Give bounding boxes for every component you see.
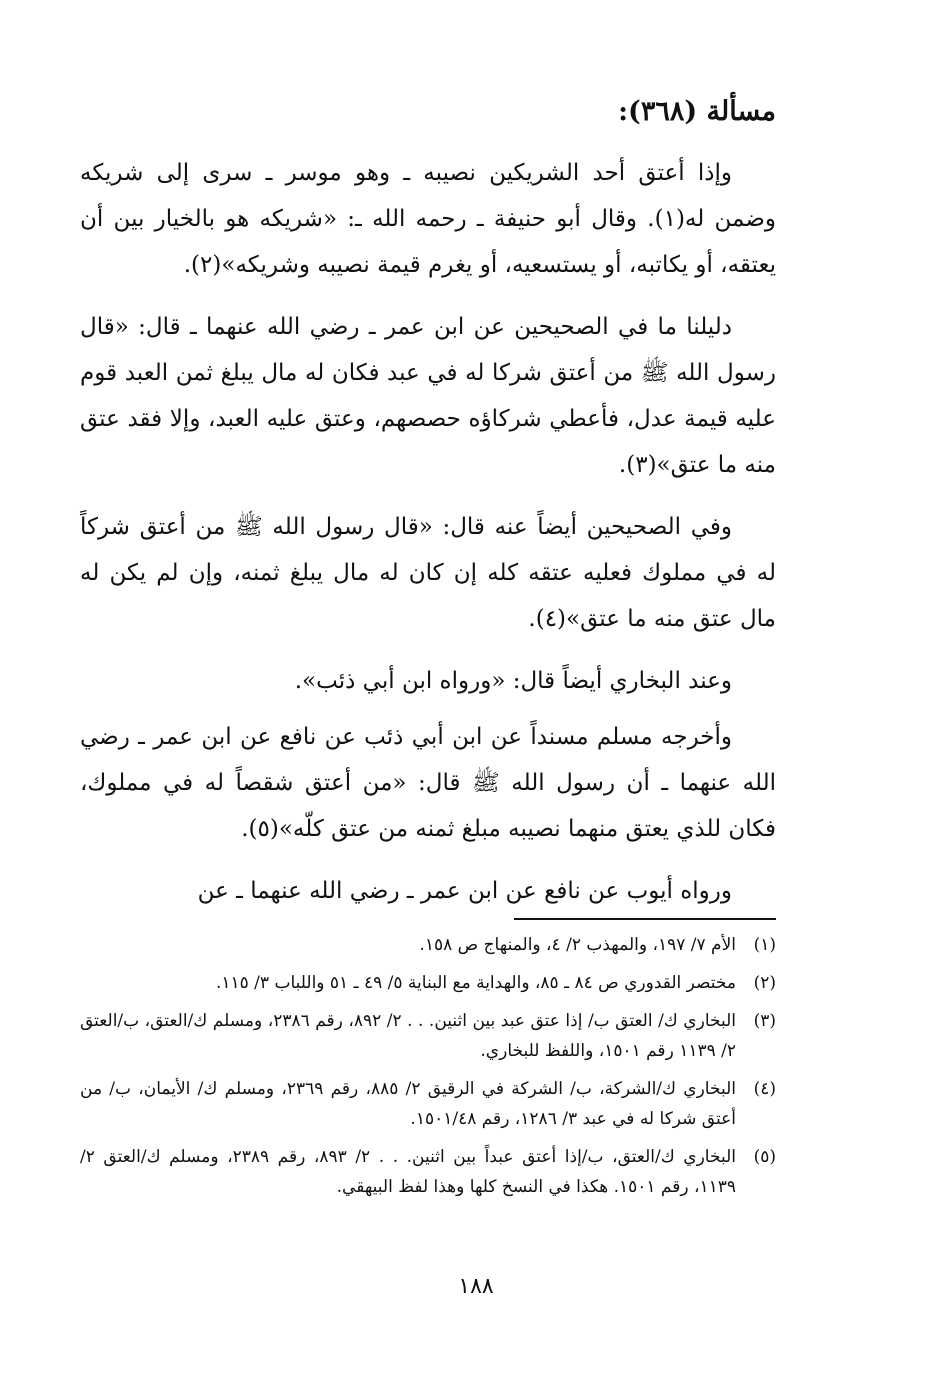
- paragraph-1: وإذا أعتق أحد الشريكين نصيبه ـ وهو موسر ـ سرى إلى شريكه وضمن له(١). وقال أبو حنيفة ـ رحمه الله ـ: «شريكه هو بالخيار بين أن يعتقه، أو يكاتبه، أو يستسعيه، أو يغرم قيمة نصيبه وشريكه»(٢).: [80, 160, 776, 278]
- paragraph-6: ورواه أيوب عن نافع عن ابن عمر ـ رضي الله عنهما ـ عن: [197, 878, 732, 904]
- main-text: [80, 150, 776, 930]
- issue-heading: مسألة (٣٦٨):: [618, 96, 776, 127]
- footnote: [80, 1074, 776, 1134]
- footnote: [80, 968, 776, 998]
- footnote-text: البخاري ك/العتق، ب/إذا أعتق عبداً بين اثنين. . . ٢/ ٨٩٣، رقم ٢٣٨٩، ومسلم ك/العتق ٢/ ١١٣٩، رقم ١٥٠١. هكذا في النسخ كلها وهذا لفظ البيهقي.: [80, 1147, 736, 1197]
- footnote-number: (٣): [753, 1011, 776, 1031]
- footnote-number: (٢): [753, 973, 776, 993]
- footnotes: [80, 930, 776, 1210]
- page-number: ١٨٨: [458, 1274, 494, 1299]
- paragraph-2: دليلنا ما في الصحيحين عن ابن عمر ـ رضي الله عنهما ـ قال: «قال رسول الله ﷺ من أعتق شركا له في عبد فكان له مال يبلغ ثمن العبد قوم عليه قيمة عدل، فأعطي شركاؤه حصصهم، وعتق عليه العبد، وإلا فقد عتق منه ما عتق»(٣).: [80, 314, 776, 478]
- footnote-number: (٥): [753, 1147, 776, 1167]
- paragraph-3: وفي الصحيحين أيضاً عنه قال: «قال رسول الله ﷺ من أعتق شركاً له في مملوك فعليه عتقه كله إن كان له مال يبلغ ثمنه، وإن لم يكن له مال عتق منه ما عتق»(٤).: [80, 514, 776, 632]
- footnote: [80, 930, 776, 960]
- footnote-text: مختصر القدوري ص ٨٤ ـ ٨٥، والهداية مع البناية ٥/ ٤٩ ـ ٥١ واللباب ٣/ ١١٥.: [215, 973, 736, 993]
- paragraph-4: وعند البخاري أيضاً قال: «ورواه ابن أبي ذئب».: [294, 668, 732, 694]
- footnote: [80, 1006, 776, 1066]
- footnote-text: الأم ٧/ ١٩٧، والمهذب ٢/ ٤، والمنهاج ص ١٥٨.: [419, 935, 736, 955]
- footnote-number: (١): [753, 935, 776, 955]
- footnote-text: البخاري ك/الشركة، ب/ الشركة في الرقيق ٢/ ٨٨٥، رقم ٢٣٦٩، ومسلم ك/ الأيمان، ب/ من أعتق شركا له في عبد ٣/ ١٢٨٦، رقم ١٥٠١/٤٨.: [80, 1079, 736, 1129]
- footnote: [80, 1142, 776, 1202]
- paragraph-5: وأخرجه مسلم مسنداً عن ابن أبي ذئب عن نافع عن ابن عمر ـ رضي الله عنهما ـ أن رسول الله ﷺ قال: «من أعتق شقصاً له في مملوك، فكان للذي يعتق منهما نصيبه مبلغ ثمنه من عتق كلّه»(٥).: [80, 724, 776, 842]
- footnote-number: (٤): [753, 1079, 776, 1099]
- footnote-text: البخاري ك/ العتق ب/ إذا عتق عبد بين اثنين. . . ٢/ ٨٩٢، رقم ٢٣٨٦، ومسلم ك/العتق، ب/العتق ٢/ ١١٣٩ رقم ١٥٠١، واللفظ للبخاري.: [80, 1011, 737, 1061]
- footnote-separator: [514, 918, 776, 920]
